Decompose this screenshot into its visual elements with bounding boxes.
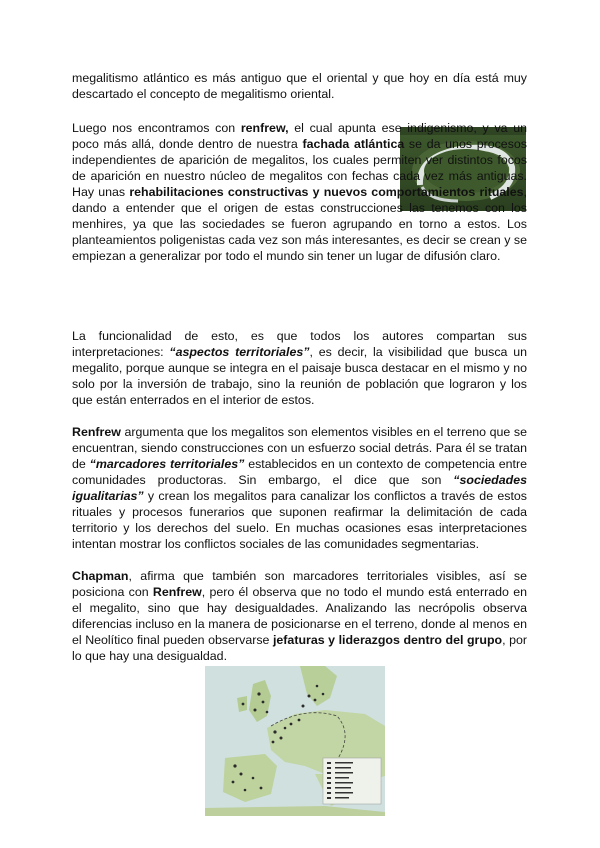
bold-run: Chapman: [72, 569, 129, 583]
paragraph-funcionalidad: [72, 328, 527, 408]
text-run: Luego nos encontramos con: [72, 121, 241, 135]
text-run: , dando a entender que el origen de estas construcciones las tenemos con los menhires, ya que las sociedades se fueron agrupando en torno a estos. Los planteamientos poligenistas cada vez son más interesantes, es decir se crean y se empiezan a generalizar por todo el mundo sin tener un lugar de difusión claro.: [72, 185, 527, 263]
text-run: se da unos procesos independientes de aparición de megalitos, los cuales permiten ver distintos focos de aparición en nuestro núcleo de megalitos con fechas cada vez más antiguas. Hay unas: [72, 137, 527, 199]
text-run: el cual apunta ese indigenismo, y va un poco más allá, donde dentro de nuestra: [72, 121, 528, 151]
bold-run: renfrew,: [240, 121, 289, 135]
bold-run: Renfrew: [152, 585, 202, 599]
bold-run: rehabilitaciones constructivas y nuevos comportamientos rituales: [129, 185, 524, 199]
paragraph-intro: [72, 70, 527, 102]
text-run: , es decir, la visibilidad que busca un megalito, porque aunque se integra en el paisaje busca destacar en el mismo y no solo por la inversión de trabajo, sino la reunión de población que lograron y los que están enterrados en el interior de estos.: [72, 345, 527, 407]
text-run: , pero él observa que no todo el mundo está enterrado en el megalito, sino que hay desigualdades. Analizando las necrópolis observa diferencias incluso en la manera de posicionarse en el terreno, donde al menos en el Neolítico final pueden observarse: [72, 585, 528, 647]
bold-run: Renfrew: [72, 425, 121, 439]
bold-italic-run: “aspectos territoriales”: [169, 345, 310, 359]
europe-map-image: [205, 666, 385, 816]
bold-italic-run: “sociedades igualitarias”: [72, 473, 527, 503]
text-run: , afirma que también son marcadores territoriales visibles, así se posiciona con: [72, 569, 527, 599]
paragraph-renfrew: [72, 424, 527, 552]
paragraph-text: megalitismo atlántico es más antiguo que el oriental y que hoy en día está muy descartado el concepto de megalitismo oriental.: [72, 71, 527, 101]
text-run: La funcionalidad de esto, es que todos los autores compartan sus interpretaciones:: [72, 329, 527, 359]
paragraph-chapman: [72, 568, 527, 664]
bold-run: fachada atlántica: [302, 137, 405, 151]
bold-run: jefaturas y liderazgos dentro del grupo: [272, 633, 503, 647]
bold-italic-run: “marcadores territoriales”: [89, 457, 245, 471]
text-run: argumenta que los megalitos son elementos visibles en el terreno que se encuentran, siendo construcciones con un esfuerzo social detrás. Para él se tratan de: [72, 425, 527, 471]
paragraph-renfrew-intro: [72, 120, 527, 264]
text-run: establecidos en un contexto de competencia entre comunidades productoras. Sin embargo, el dice que son: [72, 457, 527, 487]
text-run: , por lo que hay una desigualdad.: [72, 633, 527, 663]
text-run: y crean los megalitos para canalizar los conflictos a través de estos rituales y procesos funerarios que suponen reafirmar la delimitación de cada territorio y los derechos del suelo. En muchas ocasiones esas interpretaciones intentan mostrar los conflictos sociales de las comunidades segmentarias.: [72, 489, 527, 551]
